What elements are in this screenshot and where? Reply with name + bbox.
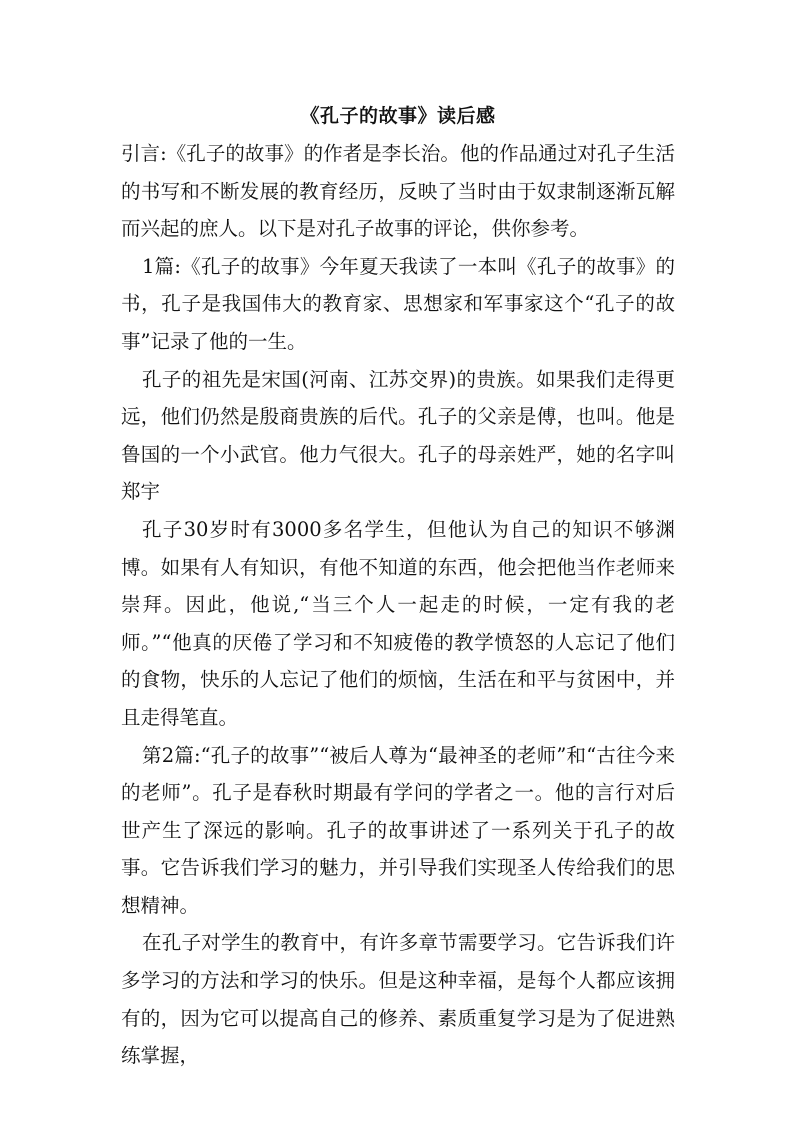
body-paragraph: 孔子的祖先是宋国(河南、江苏交界)的贵族。如果我们走得更远，他们仍然是殷商贵族的后代。孔子的父亲是傅，也叫。他是鲁国的一个小武官。他力气很大。孔子的母亲姓严，她的名字叫郑宇 <box>121 367 675 504</box>
body-paragraph: 在孔子对学生的教育中，有许多章节需要学习。它告诉我们许多学习的方法和学习的快乐。但是这种幸福，是每个人都应该拥有的，因为它可以提高自己的修养、素质重复学习是为了促进熟练掌握， <box>121 931 675 1068</box>
document-title: 《孔子的故事》读后感 <box>300 105 496 127</box>
body-paragraph: 1篇:《孔子的故事》今年夏天我读了一本叫《孔子的故事》的书，孔子是我国伟大的教育家、思想家和军事家这个“孔子的故事”记录了他的一生。 <box>121 254 675 353</box>
body-paragraph: 孔子30岁时有3000多名学生，但他认为自己的知识不够渊博。如果有人有知识，有他不知道的东西，他会把他当作老师来崇拜。因此，他说,“当三个人一起走的时候，一定有我的老师。”“他真的厌倦了学习和不知疲倦的教学愤怒的人忘记了他们的食物，快乐的人忘记了他们的烦恼，生活在和平与贫困中，并且走得笔直。 <box>121 517 675 729</box>
body-paragraph: 第2篇:“孔子的故事”“被后人尊为“最神圣的老师”和“古往今来的老师”。孔子是春秋时期最有学问的学者之一。他的言行对后世产生了深远的影响。孔子的故事讲述了一系列关于孔子的故事。它告诉我们学习的魅力，并引导我们实现圣人传给我们的思想精神。 <box>121 743 675 917</box>
intro-paragraph: 引言:《孔子的故事》的作者是李长治。他的作品通过对孔子生活的书写和不断发展的教育经历，反映了当时由于奴隶制逐渐瓦解而兴起的庶人。以下是对孔子故事的评论，供你参考。 <box>121 142 675 241</box>
